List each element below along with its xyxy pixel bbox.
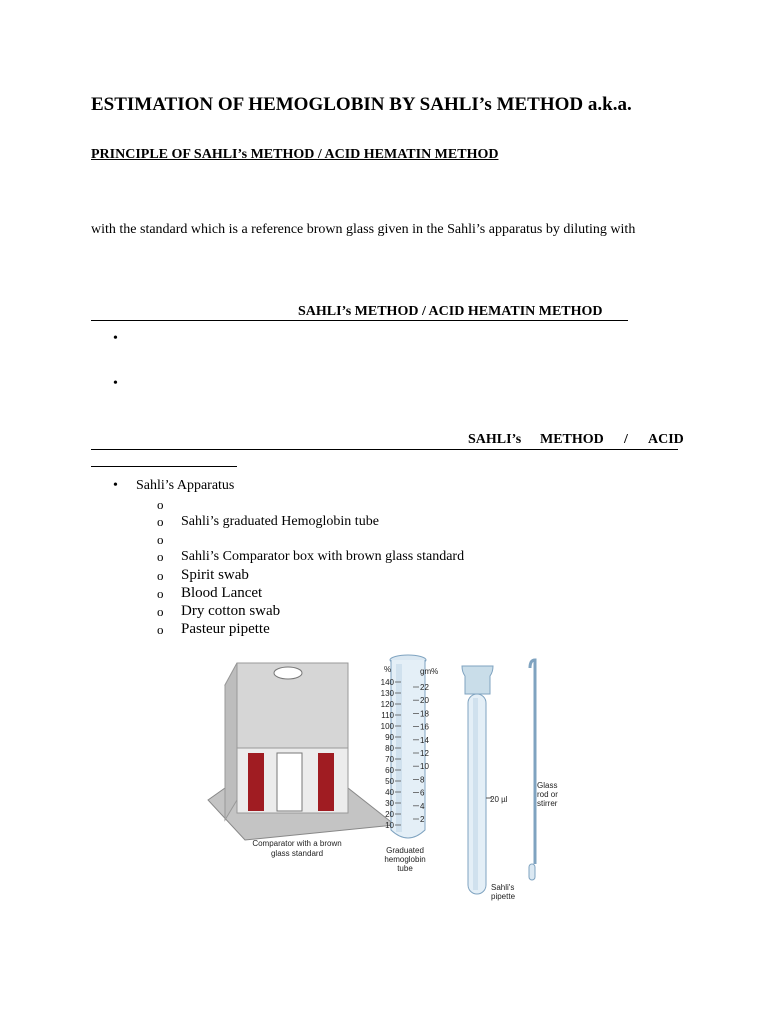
scale-label-percent: 120: [380, 700, 394, 709]
tube-caption: Graduated: [386, 846, 424, 855]
list-item: Spirit swab: [181, 567, 249, 583]
circle-marker: o: [157, 586, 164, 601]
tube-slot: [277, 753, 302, 811]
rod-caption: rod or: [537, 790, 558, 799]
section3-underline: [91, 449, 678, 450]
list-item: Blood Lancet: [181, 585, 263, 601]
scale-label-gm: 18: [420, 709, 429, 719]
principle-text: with the standard which is a reference brown glass given in the Sahli’s apparatus by diluting with: [91, 222, 636, 237]
scale-label-percent: 30: [385, 799, 394, 808]
sahli-pipette: [462, 666, 516, 901]
scale-label-gm: 4: [420, 801, 425, 811]
sahli-apparatus-figure: [200, 650, 600, 915]
graduated-hemoglobin-tube: [381, 655, 439, 873]
circle-marker: o: [157, 497, 164, 512]
unit-percent: %: [384, 665, 392, 674]
rod-caption: Glass: [537, 781, 558, 790]
pipette-mark: 20 µl: [490, 795, 508, 804]
circle-marker: o: [157, 568, 164, 583]
scale-label-gm: 20: [420, 696, 429, 706]
red-glass-standard-left: [248, 753, 264, 811]
circle-marker: o: [157, 532, 164, 547]
scale-label-percent: 110: [381, 711, 394, 720]
apparatus-bullet: •: [113, 478, 118, 493]
scale-label-gm: 6: [420, 788, 425, 798]
unit-gm: gm%: [420, 667, 439, 676]
section3-word-4: ACID: [648, 432, 684, 447]
circle-marker: o: [157, 622, 164, 637]
section2-heading: SAHLI’s METHOD / ACID HEMATIN METHOD: [298, 304, 603, 319]
scale-label-percent: 10: [385, 821, 394, 830]
section3-word-2: METHOD: [540, 432, 604, 447]
tube-caption: hemoglobin: [384, 855, 426, 864]
scale-label-percent: 80: [385, 744, 394, 753]
scale-label-gm: 14: [420, 735, 429, 745]
comparator-box: [208, 663, 395, 858]
section3-underline-continued: [91, 466, 237, 467]
comparator-caption: Comparator with a brown: [252, 839, 342, 848]
scale-label-percent: 140: [380, 678, 394, 687]
scale-label-percent: 100: [380, 722, 394, 731]
circle-marker: o: [157, 604, 164, 619]
scale-label-percent: 60: [385, 766, 394, 775]
list-item: Sahli’s Comparator box with brown glass standard: [181, 549, 465, 564]
scale-label-gm: 12: [420, 749, 429, 758]
scale-label-percent: 50: [385, 777, 394, 786]
scale-label-percent: 90: [385, 733, 394, 742]
empty-bullet-2: •: [113, 376, 118, 391]
list-item: Sahli’s graduated Hemoglobin tube: [181, 514, 379, 529]
section3-word-1: SAHLI’s: [468, 432, 522, 447]
scale-label-percent: 20: [385, 810, 394, 819]
list-item: Dry cotton swab: [181, 603, 281, 619]
section3-word-3: /: [624, 432, 628, 447]
section2-underline: [91, 320, 628, 321]
document-title: ESTIMATION OF HEMOGLOBIN BY SAHLI’s METHOD a.k.a.: [91, 94, 632, 115]
red-glass-standard-right: [318, 753, 334, 811]
scale-label-gm: 2: [420, 815, 425, 824]
circle-marker: o: [157, 549, 164, 564]
principle-heading: PRINCIPLE OF SAHLI’s METHOD / ACID HEMATIN METHOD: [91, 147, 499, 162]
scale-label-percent: 130: [380, 689, 394, 698]
scale-label-gm: 22: [420, 683, 429, 692]
scale-label-gm: 8: [420, 775, 425, 785]
circle-marker: o: [157, 514, 164, 529]
glass-rod: [529, 660, 558, 880]
pipette-caption: Sahli's: [491, 883, 515, 892]
scale-label-percent: 70: [385, 755, 394, 764]
empty-bullet-1: •: [113, 331, 118, 346]
scale-label-gm: 16: [420, 722, 429, 732]
tube-caption: tube: [397, 864, 413, 873]
pipette-caption: pipette: [491, 892, 516, 901]
comparator-caption: glass standard: [270, 849, 324, 858]
apparatus-label: Sahli’s Apparatus: [136, 478, 235, 493]
list-item: Pasteur pipette: [181, 621, 270, 637]
scale-label-percent: 40: [385, 788, 394, 797]
scale-label-gm: 10: [420, 762, 429, 772]
rod-caption: stirrer: [537, 799, 558, 808]
